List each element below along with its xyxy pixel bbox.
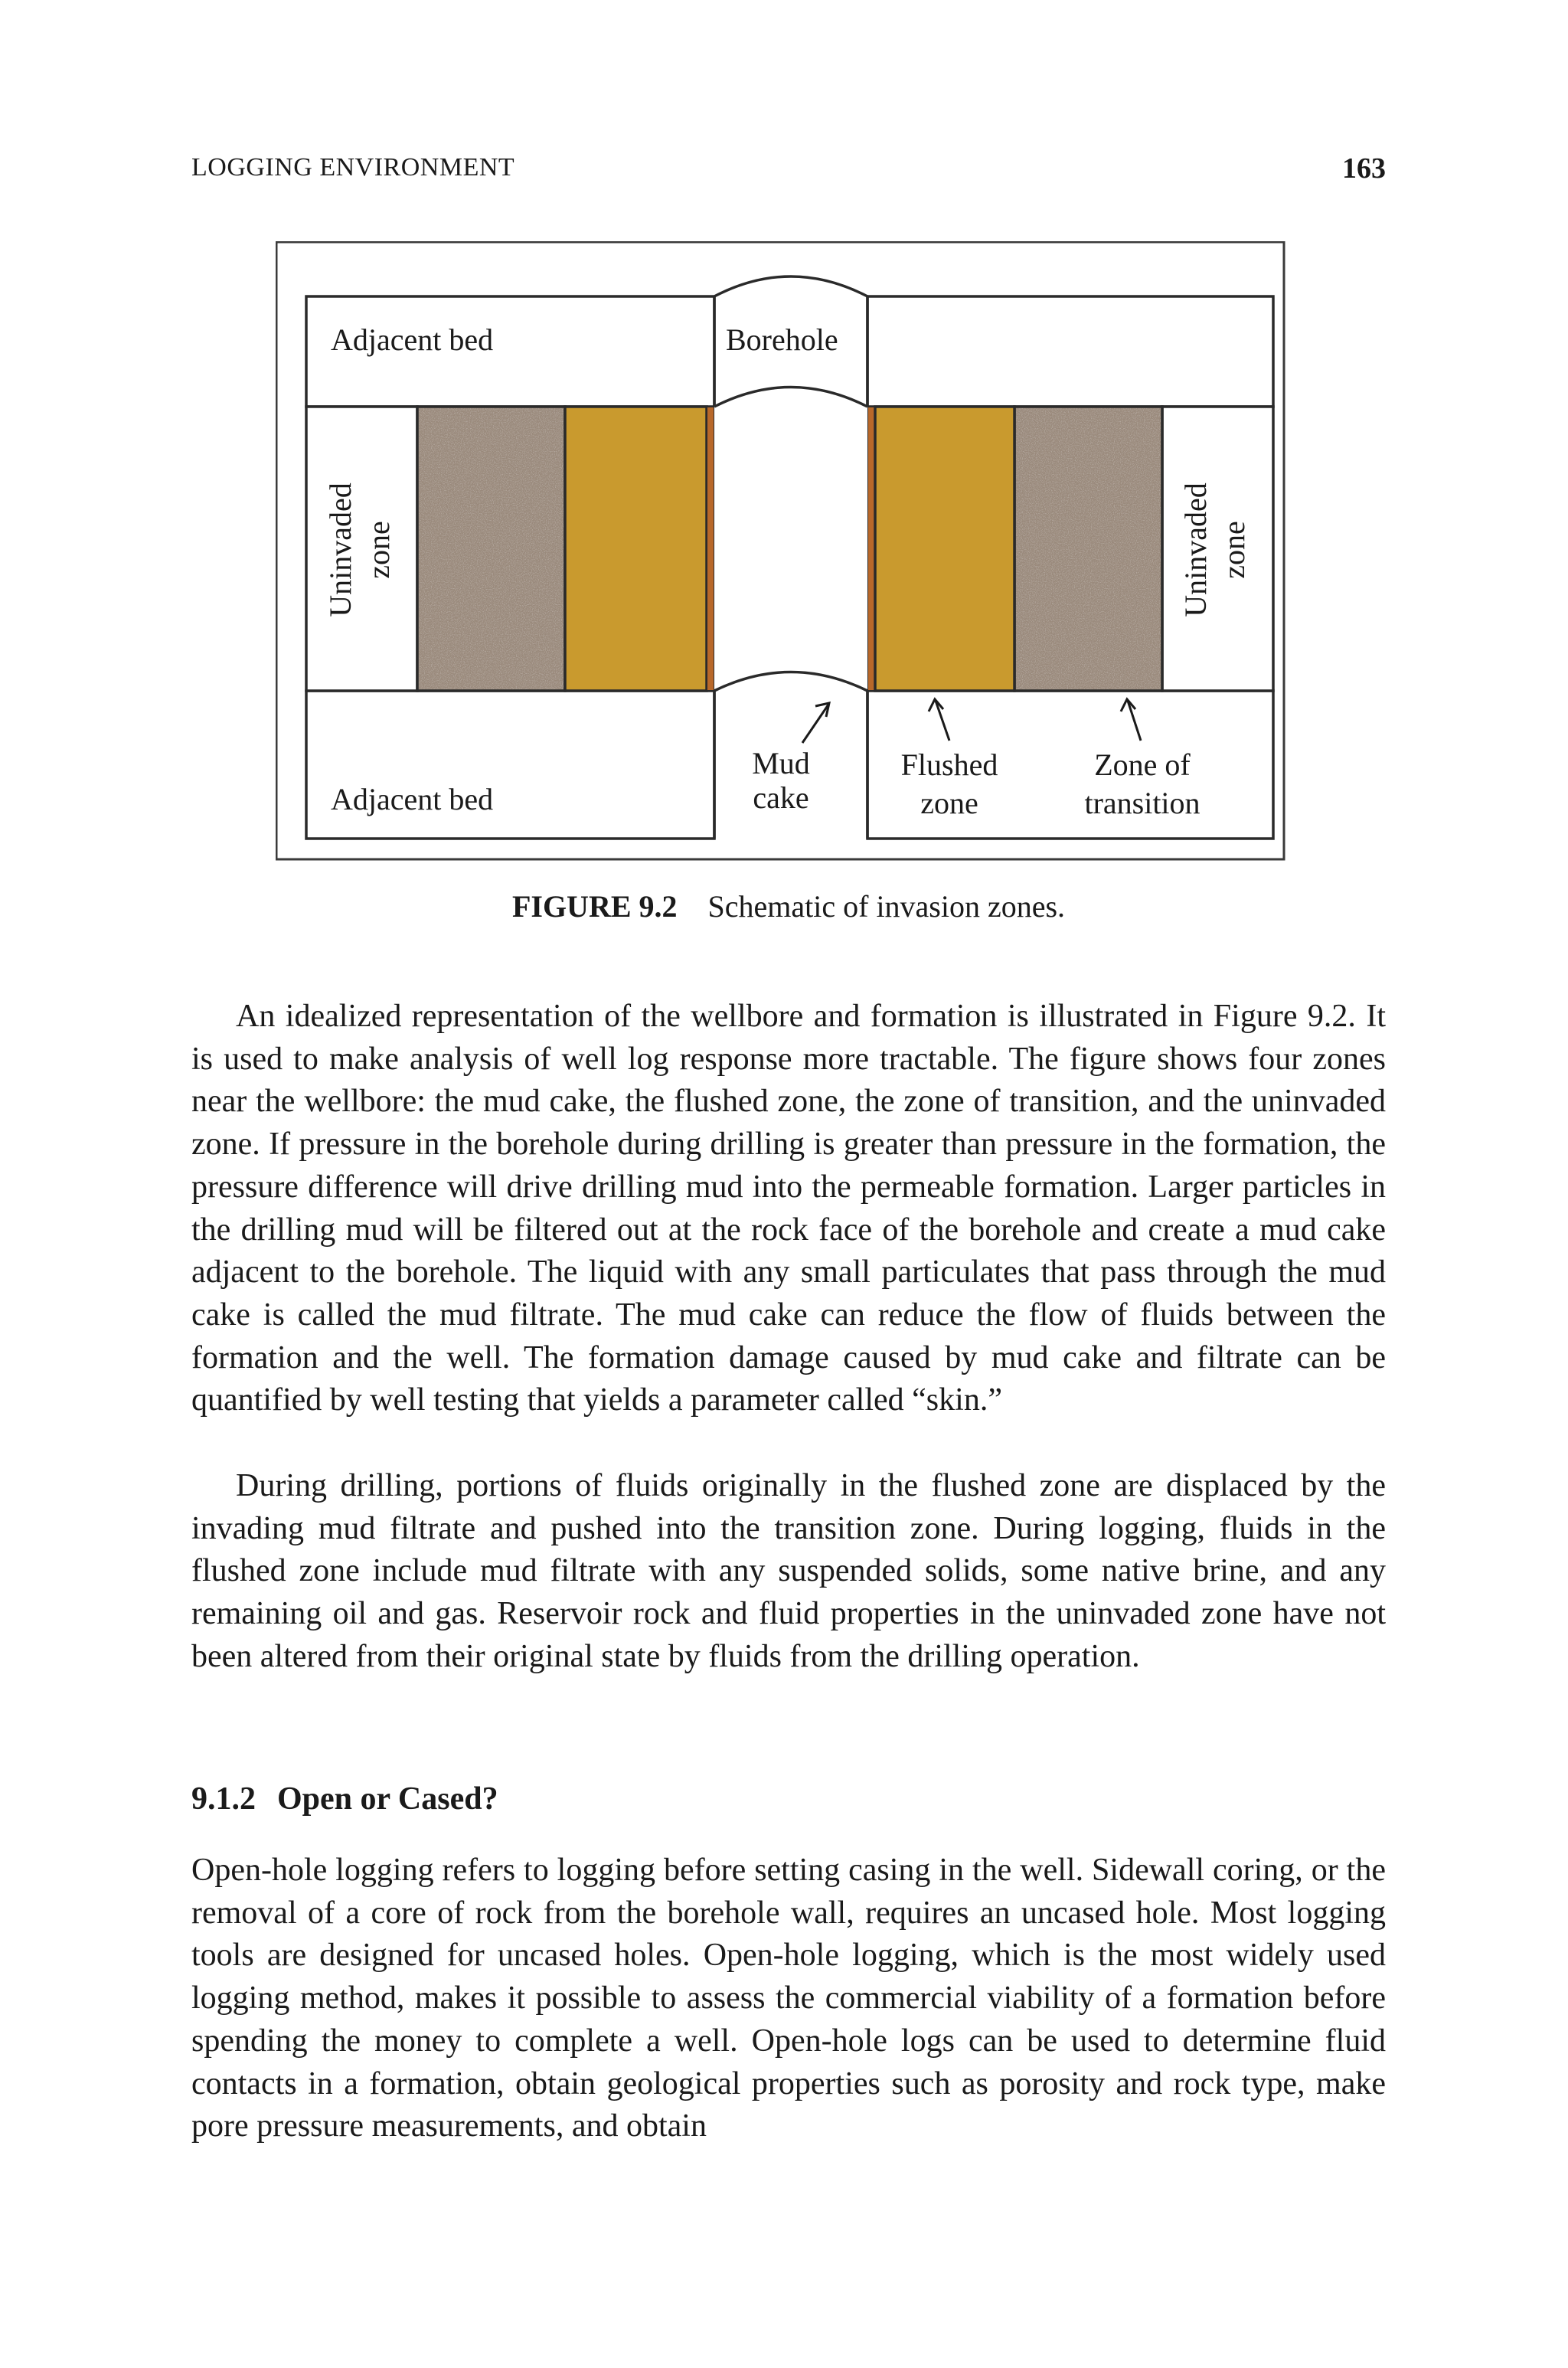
flushed-zone-left (565, 407, 707, 691)
section-heading (191, 1781, 498, 1817)
label-uninvaded-left-line1: Uninvaded (323, 482, 358, 617)
label-flushed-zone-line2: zone (920, 786, 978, 820)
figure-caption-text: Schematic of invasion zones. (707, 889, 1066, 924)
running-title: LOGGING ENVIRONMENT (191, 153, 515, 182)
label-transition-line2: transition (1084, 786, 1200, 820)
adjacent-bed-top-right (867, 296, 1273, 407)
label-flushed-zone-line1: Flushed (900, 747, 998, 782)
label-uninvaded-right-line1: Uninvaded (1178, 482, 1213, 617)
running-head (191, 153, 1386, 191)
body-paragraph-3: Open-hole logging refers to logging before setting casing in the well. Sidewall coring, or the removal of a core of rock from the borehole wall, requires an uncased hole. Most logging tools are designed for uncased holes. Open-hole logging, which is the most widely used logging method, makes it possible to assess the commercial viability of a formation before spending the money to complete a well. Open-hole logs can be used to determine fluid contacts in a formation, obtain geological properties such as porosity and rock type, make pore pressure measurements, and obtain (191, 1853, 1386, 2144)
label-adjacent-bed-bottom: Adjacent bed (331, 782, 494, 816)
figure-caption (191, 888, 1386, 924)
label-borehole: Borehole (726, 322, 838, 357)
label-uninvaded-left-line2: zone (361, 521, 396, 579)
label-transition-line1: Zone of (1094, 747, 1191, 782)
label-mud-cake-line1: Mud (752, 746, 810, 780)
section-number: 9.1.2 (191, 1781, 256, 1817)
invasion-zones-figure (276, 241, 1286, 862)
label-uninvaded-right-line2: zone (1217, 521, 1251, 579)
section-title: Open or Cased? (277, 1781, 498, 1817)
label-mud-cake-line2: cake (753, 780, 809, 815)
mud-cake-left (707, 407, 714, 691)
page-number: 163 (1342, 152, 1386, 185)
body-paragraph-2: During drilling, portions of fluids originally in the flushed zone are displaced by the invading mud filtrate and pushed into the transition zone. During logging, fluids in the flushed zone include mud filtrate with any suspended solids, some native brine, and any remaining oil and gas. Reservoir rock and fluid properties in the uninvaded zone have not been altered from their original state by fluids from the drilling operation. (191, 1468, 1386, 1674)
flushed-zone-right (875, 407, 1014, 691)
label-adjacent-bed-top: Adjacent bed (331, 322, 494, 357)
adjacent-bed-bottom-left (306, 691, 714, 839)
borehole (714, 388, 867, 692)
figure-caption-label: FIGURE 9.2 (511, 889, 678, 924)
body-paragraph-1: An idealized representation of the wellbore and formation is illustrated in Figure 9.2. It is used to make analysis of well log response more tractable. The figure shows four zones near the wellbore: the mud cake, the flushed zone, the zone of transition, and the uninvaded zone. If pressure in the borehole during drilling is greater than pressure in the formation, the pressure difference will drive drilling mud into the permeable formation. Larger particles in the drilling mud will be filtered out at the rock face of the borehole and create a mud cake adjacent to the borehole. The liquid with any small particulates that pass through the mud cake is called the mud filtrate. The mud cake can reduce the flow of fluids between the formation and the well. The formation damage caused by mud cake and filtrate can be quantified by well testing that yields a parameter called “skin.” (191, 999, 1386, 1418)
